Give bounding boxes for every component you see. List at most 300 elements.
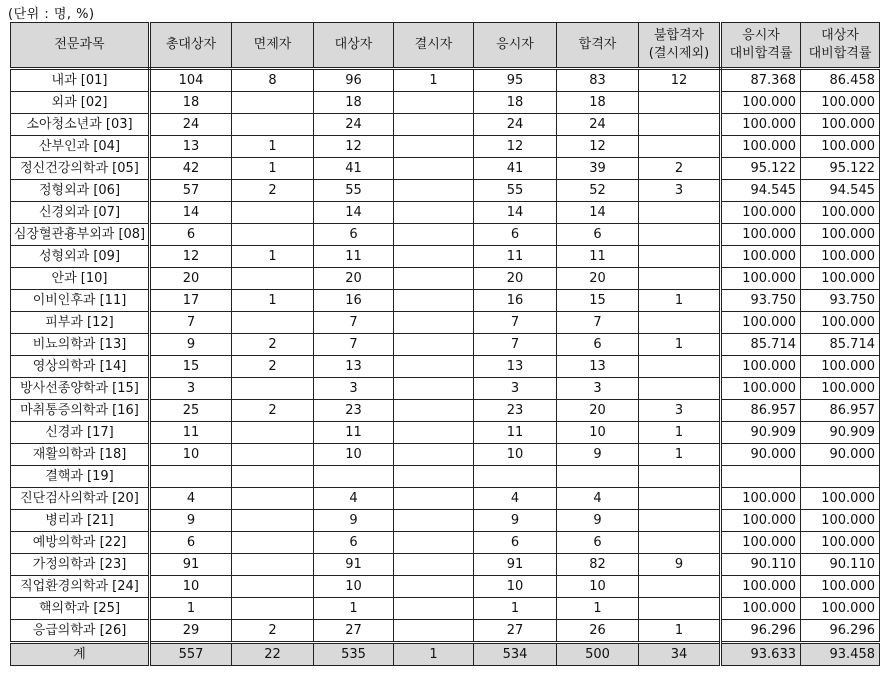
header-total-target: 총대상자 bbox=[150, 23, 232, 69]
cell-dept: 성형외과 [09] bbox=[11, 246, 150, 268]
cell-target: 6 bbox=[314, 532, 394, 554]
header-rate-examinee bbox=[721, 23, 801, 69]
cell-exempt bbox=[232, 488, 314, 510]
total-rate-examinee: 93.633 bbox=[721, 643, 801, 666]
cell-exempt: 2 bbox=[232, 400, 314, 422]
cell-dept: 병리과 [21] bbox=[11, 510, 150, 532]
total-exempt: 22 bbox=[232, 643, 314, 666]
cell-exempt: 8 bbox=[232, 69, 314, 92]
cell-exempt bbox=[232, 444, 314, 466]
cell-examinee: 11 bbox=[474, 246, 557, 268]
cell-failed: 9 bbox=[639, 554, 721, 576]
cell-passed: 9 bbox=[557, 444, 639, 466]
cell-rate-target: 86.957 bbox=[801, 400, 880, 422]
header-rate-examinee-line1: 응시자 bbox=[742, 28, 780, 43]
cell-failed: 1 bbox=[639, 422, 721, 444]
total-row bbox=[11, 643, 880, 666]
cell-rate-target: 85.714 bbox=[801, 334, 880, 356]
cell-rate-target: 90.000 bbox=[801, 444, 880, 466]
cell-absent bbox=[394, 378, 474, 400]
cell-passed: 6 bbox=[557, 224, 639, 246]
cell-passed: 10 bbox=[557, 576, 639, 598]
header-failed-line2: (결시제외) bbox=[648, 46, 710, 61]
cell-rate-target: 90.110 bbox=[801, 554, 880, 576]
cell-dept: 영상의학과 [14] bbox=[11, 356, 150, 378]
cell-rate-examinee: 100.000 bbox=[721, 136, 801, 158]
cell-target: 10 bbox=[314, 576, 394, 598]
cell-total-target: 29 bbox=[150, 620, 232, 643]
cell-total-target: 9 bbox=[150, 510, 232, 532]
cell-absent bbox=[394, 510, 474, 532]
cell-absent bbox=[394, 202, 474, 224]
cell-examinee: 1 bbox=[474, 598, 557, 620]
cell-absent bbox=[394, 488, 474, 510]
cell-target: 7 bbox=[314, 334, 394, 356]
cell-dept: 재활의학과 [18] bbox=[11, 444, 150, 466]
cell-absent: 1 bbox=[394, 69, 474, 92]
cell-passed: 11 bbox=[557, 246, 639, 268]
header-rate-target-line1: 대상자 bbox=[821, 28, 859, 43]
total-failed: 34 bbox=[639, 643, 721, 666]
header-absent: 결시자 bbox=[394, 23, 474, 69]
table-row bbox=[11, 136, 880, 158]
cell-target: 96 bbox=[314, 69, 394, 92]
cell-total-target: 24 bbox=[150, 114, 232, 136]
cell-passed bbox=[557, 466, 639, 488]
cell-target: 4 bbox=[314, 488, 394, 510]
cell-examinee: 9 bbox=[474, 510, 557, 532]
cell-rate-examinee: 95.122 bbox=[721, 158, 801, 180]
cell-target: 91 bbox=[314, 554, 394, 576]
cell-target: 9 bbox=[314, 510, 394, 532]
cell-passed: 20 bbox=[557, 400, 639, 422]
table-row bbox=[11, 334, 880, 356]
total-total-target: 557 bbox=[150, 643, 232, 666]
cell-examinee: 41 bbox=[474, 158, 557, 180]
table-row bbox=[11, 180, 880, 202]
cell-target: 20 bbox=[314, 268, 394, 290]
cell-rate-examinee: 100.000 bbox=[721, 510, 801, 532]
total-target: 535 bbox=[314, 643, 394, 666]
cell-failed bbox=[639, 114, 721, 136]
cell-absent bbox=[394, 422, 474, 444]
cell-passed: 6 bbox=[557, 334, 639, 356]
cell-dept: 응급의학과 [26] bbox=[11, 620, 150, 643]
cell-exempt: 2 bbox=[232, 180, 314, 202]
cell-rate-examinee: 100.000 bbox=[721, 598, 801, 620]
cell-failed bbox=[639, 510, 721, 532]
cell-passed: 12 bbox=[557, 136, 639, 158]
table-row bbox=[11, 598, 880, 620]
cell-rate-examinee: 100.000 bbox=[721, 246, 801, 268]
cell-examinee: 18 bbox=[474, 92, 557, 114]
cell-target: 11 bbox=[314, 422, 394, 444]
cell-failed: 2 bbox=[639, 158, 721, 180]
cell-exempt bbox=[232, 554, 314, 576]
cell-exempt: 2 bbox=[232, 620, 314, 643]
header-failed bbox=[639, 23, 721, 69]
table-row bbox=[11, 532, 880, 554]
cell-total-target: 91 bbox=[150, 554, 232, 576]
exam-results-table bbox=[10, 22, 880, 666]
cell-total-target: 10 bbox=[150, 444, 232, 466]
cell-absent bbox=[394, 356, 474, 378]
cell-dept: 결핵과 [19] bbox=[11, 466, 150, 488]
cell-rate-examinee: 86.957 bbox=[721, 400, 801, 422]
cell-target: 14 bbox=[314, 202, 394, 224]
cell-rate-target: 100.000 bbox=[801, 114, 880, 136]
cell-target: 12 bbox=[314, 136, 394, 158]
cell-dept: 마취통증의학과 [16] bbox=[11, 400, 150, 422]
table-row bbox=[11, 268, 880, 290]
cell-exempt: 1 bbox=[232, 158, 314, 180]
cell-rate-target: 100.000 bbox=[801, 202, 880, 224]
cell-dept: 피부과 [12] bbox=[11, 312, 150, 334]
cell-failed bbox=[639, 488, 721, 510]
cell-target: 41 bbox=[314, 158, 394, 180]
cell-rate-target: 90.909 bbox=[801, 422, 880, 444]
cell-passed: 24 bbox=[557, 114, 639, 136]
header-rate-examinee-line2: 대비합격률 bbox=[729, 46, 793, 61]
table-body bbox=[11, 69, 880, 643]
cell-exempt bbox=[232, 92, 314, 114]
cell-rate-target: 100.000 bbox=[801, 92, 880, 114]
cell-failed: 12 bbox=[639, 69, 721, 92]
cell-absent bbox=[394, 180, 474, 202]
cell-exempt bbox=[232, 532, 314, 554]
cell-examinee: 10 bbox=[474, 444, 557, 466]
cell-absent bbox=[394, 532, 474, 554]
cell-failed bbox=[639, 202, 721, 224]
cell-total-target: 25 bbox=[150, 400, 232, 422]
cell-examinee: 27 bbox=[474, 620, 557, 643]
cell-rate-examinee: 93.750 bbox=[721, 290, 801, 312]
cell-rate-target: 100.000 bbox=[801, 136, 880, 158]
cell-target: 13 bbox=[314, 356, 394, 378]
cell-passed: 20 bbox=[557, 268, 639, 290]
cell-failed bbox=[639, 378, 721, 400]
cell-total-target bbox=[150, 466, 232, 488]
table-row bbox=[11, 356, 880, 378]
cell-total-target: 11 bbox=[150, 422, 232, 444]
cell-examinee: 13 bbox=[474, 356, 557, 378]
cell-target: 16 bbox=[314, 290, 394, 312]
unit-label: (단위 : 명, %) bbox=[8, 7, 95, 22]
cell-total-target: 1 bbox=[150, 598, 232, 620]
cell-rate-examinee: 87.368 bbox=[721, 69, 801, 92]
cell-total-target: 17 bbox=[150, 290, 232, 312]
cell-rate-examinee: 90.000 bbox=[721, 444, 801, 466]
header-exempt: 면제자 bbox=[232, 23, 314, 69]
cell-rate-examinee: 100.000 bbox=[721, 378, 801, 400]
table-row bbox=[11, 158, 880, 180]
cell-rate-target: 100.000 bbox=[801, 576, 880, 598]
cell-failed: 1 bbox=[639, 444, 721, 466]
cell-passed: 14 bbox=[557, 202, 639, 224]
cell-dept: 진단검사의학과 [20] bbox=[11, 488, 150, 510]
cell-absent bbox=[394, 466, 474, 488]
cell-examinee: 23 bbox=[474, 400, 557, 422]
cell-rate-target: 100.000 bbox=[801, 532, 880, 554]
cell-passed: 18 bbox=[557, 92, 639, 114]
cell-dept: 산부인과 [04] bbox=[11, 136, 150, 158]
cell-absent bbox=[394, 246, 474, 268]
total-absent: 1 bbox=[394, 643, 474, 666]
cell-examinee: 7 bbox=[474, 312, 557, 334]
cell-examinee: 95 bbox=[474, 69, 557, 92]
cell-failed bbox=[639, 598, 721, 620]
cell-passed: 82 bbox=[557, 554, 639, 576]
cell-absent bbox=[394, 400, 474, 422]
cell-dept: 가정의학과 [23] bbox=[11, 554, 150, 576]
cell-absent bbox=[394, 598, 474, 620]
cell-passed: 15 bbox=[557, 290, 639, 312]
cell-total-target: 42 bbox=[150, 158, 232, 180]
cell-failed bbox=[639, 576, 721, 598]
cell-rate-target: 96.296 bbox=[801, 620, 880, 643]
table-row bbox=[11, 400, 880, 422]
cell-total-target: 13 bbox=[150, 136, 232, 158]
cell-rate-target: 86.458 bbox=[801, 69, 880, 92]
cell-target: 23 bbox=[314, 400, 394, 422]
table-row bbox=[11, 510, 880, 532]
table-row bbox=[11, 69, 880, 92]
cell-target: 3 bbox=[314, 378, 394, 400]
table-row bbox=[11, 444, 880, 466]
cell-dept: 직업환경의학과 [24] bbox=[11, 576, 150, 598]
table-row bbox=[11, 92, 880, 114]
cell-dept: 예방의학과 [22] bbox=[11, 532, 150, 554]
cell-total-target: 104 bbox=[150, 69, 232, 92]
cell-rate-examinee: 100.000 bbox=[721, 488, 801, 510]
cell-exempt bbox=[232, 114, 314, 136]
header-rate-target-line2: 대비합격률 bbox=[808, 46, 872, 61]
cell-rate-target: 100.000 bbox=[801, 510, 880, 532]
cell-dept: 안과 [10] bbox=[11, 268, 150, 290]
cell-rate-examinee: 100.000 bbox=[721, 576, 801, 598]
cell-target: 27 bbox=[314, 620, 394, 643]
cell-absent bbox=[394, 92, 474, 114]
cell-passed: 9 bbox=[557, 510, 639, 532]
cell-examinee: 7 bbox=[474, 334, 557, 356]
cell-total-target: 14 bbox=[150, 202, 232, 224]
cell-rate-target bbox=[801, 466, 880, 488]
header-examinee: 응시자 bbox=[474, 23, 557, 69]
cell-total-target: 20 bbox=[150, 268, 232, 290]
cell-target: 11 bbox=[314, 246, 394, 268]
cell-rate-target: 100.000 bbox=[801, 312, 880, 334]
cell-passed: 13 bbox=[557, 356, 639, 378]
cell-rate-examinee: 100.000 bbox=[721, 312, 801, 334]
cell-passed: 26 bbox=[557, 620, 639, 643]
cell-exempt bbox=[232, 422, 314, 444]
table-row bbox=[11, 378, 880, 400]
cell-exempt bbox=[232, 466, 314, 488]
cell-absent bbox=[394, 444, 474, 466]
table-row bbox=[11, 290, 880, 312]
cell-target: 55 bbox=[314, 180, 394, 202]
table-row bbox=[11, 246, 880, 268]
cell-rate-examinee: 90.909 bbox=[721, 422, 801, 444]
cell-exempt bbox=[232, 224, 314, 246]
cell-rate-examinee: 90.110 bbox=[721, 554, 801, 576]
header-dept: 전문과목 bbox=[11, 23, 150, 69]
cell-rate-target: 94.545 bbox=[801, 180, 880, 202]
header-passed: 합격자 bbox=[557, 23, 639, 69]
cell-absent bbox=[394, 312, 474, 334]
cell-passed: 4 bbox=[557, 488, 639, 510]
cell-rate-target: 100.000 bbox=[801, 224, 880, 246]
cell-absent bbox=[394, 290, 474, 312]
cell-rate-target: 93.750 bbox=[801, 290, 880, 312]
cell-failed: 3 bbox=[639, 400, 721, 422]
cell-rate-examinee: 85.714 bbox=[721, 334, 801, 356]
header-target: 대상자 bbox=[314, 23, 394, 69]
cell-exempt bbox=[232, 598, 314, 620]
cell-dept: 신경외과 [07] bbox=[11, 202, 150, 224]
cell-failed bbox=[639, 136, 721, 158]
cell-passed: 83 bbox=[557, 69, 639, 92]
cell-dept: 방사선종양학과 [15] bbox=[11, 378, 150, 400]
cell-rate-target: 95.122 bbox=[801, 158, 880, 180]
cell-failed bbox=[639, 92, 721, 114]
cell-target: 7 bbox=[314, 312, 394, 334]
cell-total-target: 4 bbox=[150, 488, 232, 510]
cell-absent bbox=[394, 334, 474, 356]
cell-absent bbox=[394, 158, 474, 180]
cell-total-target: 18 bbox=[150, 92, 232, 114]
cell-exempt bbox=[232, 268, 314, 290]
cell-rate-target: 100.000 bbox=[801, 598, 880, 620]
cell-examinee bbox=[474, 466, 557, 488]
cell-rate-target: 100.000 bbox=[801, 356, 880, 378]
cell-examinee: 11 bbox=[474, 422, 557, 444]
cell-examinee: 10 bbox=[474, 576, 557, 598]
cell-total-target: 3 bbox=[150, 378, 232, 400]
cell-target: 18 bbox=[314, 92, 394, 114]
cell-passed: 3 bbox=[557, 378, 639, 400]
cell-target: 24 bbox=[314, 114, 394, 136]
cell-dept: 심장혈관흉부외과 [08] bbox=[11, 224, 150, 246]
cell-passed: 1 bbox=[557, 598, 639, 620]
cell-absent bbox=[394, 268, 474, 290]
total-examinee: 534 bbox=[474, 643, 557, 666]
cell-failed bbox=[639, 356, 721, 378]
cell-absent bbox=[394, 114, 474, 136]
cell-rate-target: 100.000 bbox=[801, 268, 880, 290]
cell-rate-target: 100.000 bbox=[801, 246, 880, 268]
table-row bbox=[11, 224, 880, 246]
cell-passed: 6 bbox=[557, 532, 639, 554]
cell-exempt bbox=[232, 576, 314, 598]
cell-dept: 정신건강의학과 [05] bbox=[11, 158, 150, 180]
table-row bbox=[11, 488, 880, 510]
cell-dept: 외과 [02] bbox=[11, 92, 150, 114]
cell-examinee: 12 bbox=[474, 136, 557, 158]
cell-passed: 10 bbox=[557, 422, 639, 444]
table-row bbox=[11, 554, 880, 576]
cell-exempt bbox=[232, 378, 314, 400]
cell-total-target: 6 bbox=[150, 532, 232, 554]
cell-examinee: 91 bbox=[474, 554, 557, 576]
cell-target: 10 bbox=[314, 444, 394, 466]
cell-target bbox=[314, 466, 394, 488]
table-row bbox=[11, 422, 880, 444]
cell-exempt: 1 bbox=[232, 136, 314, 158]
cell-rate-examinee: 100.000 bbox=[721, 224, 801, 246]
cell-target: 6 bbox=[314, 224, 394, 246]
table-row bbox=[11, 466, 880, 488]
cell-rate-examinee: 100.000 bbox=[721, 532, 801, 554]
cell-failed: 3 bbox=[639, 180, 721, 202]
total-passed: 500 bbox=[557, 643, 639, 666]
cell-total-target: 15 bbox=[150, 356, 232, 378]
cell-exempt bbox=[232, 202, 314, 224]
cell-rate-examinee: 94.545 bbox=[721, 180, 801, 202]
cell-passed: 39 bbox=[557, 158, 639, 180]
table-row bbox=[11, 202, 880, 224]
cell-absent bbox=[394, 576, 474, 598]
cell-exempt: 2 bbox=[232, 334, 314, 356]
cell-examinee: 14 bbox=[474, 202, 557, 224]
table-row bbox=[11, 576, 880, 598]
total-rate-target: 93.458 bbox=[801, 643, 880, 666]
cell-failed bbox=[639, 466, 721, 488]
cell-failed bbox=[639, 246, 721, 268]
header-failed-line1: 불합격자 bbox=[653, 28, 705, 43]
cell-passed: 52 bbox=[557, 180, 639, 202]
cell-total-target: 9 bbox=[150, 334, 232, 356]
cell-exempt bbox=[232, 510, 314, 532]
cell-exempt: 1 bbox=[232, 290, 314, 312]
cell-examinee: 55 bbox=[474, 180, 557, 202]
cell-total-target: 6 bbox=[150, 224, 232, 246]
cell-absent bbox=[394, 620, 474, 643]
cell-rate-examinee bbox=[721, 466, 801, 488]
cell-rate-examinee: 100.000 bbox=[721, 202, 801, 224]
cell-rate-examinee: 100.000 bbox=[721, 268, 801, 290]
cell-examinee: 6 bbox=[474, 224, 557, 246]
cell-failed bbox=[639, 532, 721, 554]
cell-total-target: 10 bbox=[150, 576, 232, 598]
cell-dept: 신경과 [17] bbox=[11, 422, 150, 444]
cell-dept: 비뇨의학과 [13] bbox=[11, 334, 150, 356]
cell-exempt: 1 bbox=[232, 246, 314, 268]
cell-examinee: 3 bbox=[474, 378, 557, 400]
cell-total-target: 12 bbox=[150, 246, 232, 268]
cell-exempt: 2 bbox=[232, 356, 314, 378]
cell-examinee: 16 bbox=[474, 290, 557, 312]
header-rate-target bbox=[801, 23, 880, 69]
total-dept: 계 bbox=[11, 643, 150, 666]
cell-failed bbox=[639, 268, 721, 290]
cell-dept: 이비인후과 [11] bbox=[11, 290, 150, 312]
cell-dept: 소아청소년과 [03] bbox=[11, 114, 150, 136]
cell-rate-target: 100.000 bbox=[801, 488, 880, 510]
cell-absent bbox=[394, 554, 474, 576]
cell-rate-examinee: 100.000 bbox=[721, 356, 801, 378]
cell-absent bbox=[394, 136, 474, 158]
cell-rate-examinee: 100.000 bbox=[721, 92, 801, 114]
cell-examinee: 20 bbox=[474, 268, 557, 290]
cell-rate-examinee: 96.296 bbox=[721, 620, 801, 643]
cell-examinee: 24 bbox=[474, 114, 557, 136]
cell-exempt bbox=[232, 312, 314, 334]
cell-total-target: 7 bbox=[150, 312, 232, 334]
table-row bbox=[11, 114, 880, 136]
cell-failed: 1 bbox=[639, 620, 721, 643]
table-row bbox=[11, 312, 880, 334]
